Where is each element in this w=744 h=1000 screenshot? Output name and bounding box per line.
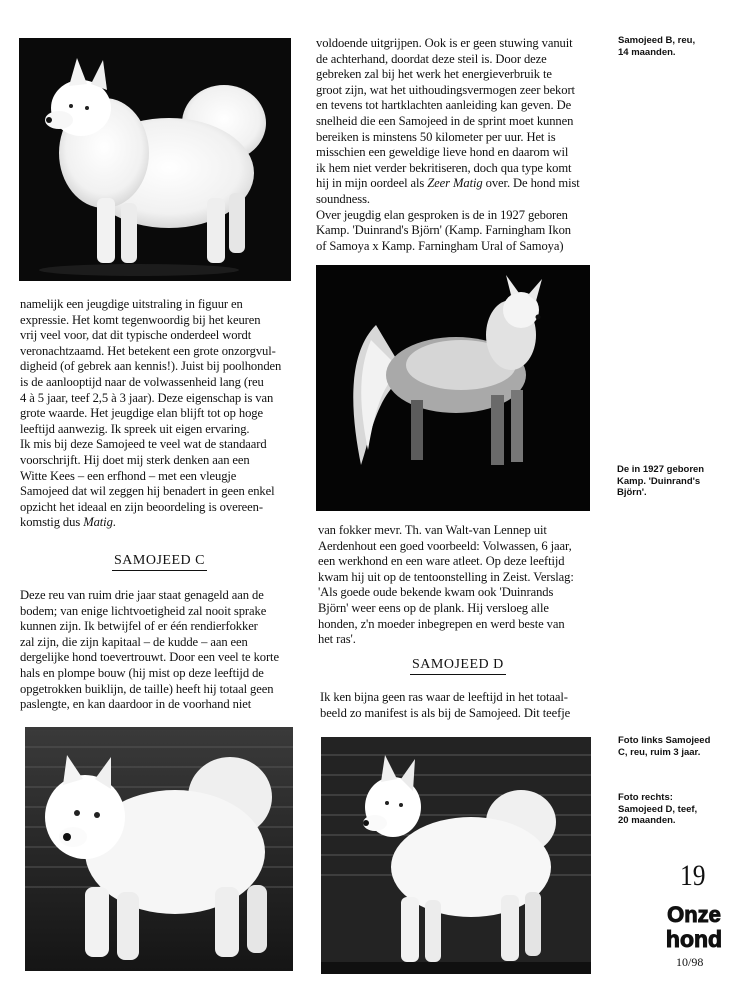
right-column-text-d [320,690,610,721]
text-line: beeld zo manifest is als bij de Samojeed. Dit teefje [320,705,571,720]
onze-hond-logo [660,900,728,952]
text-line: honden, z'n moeder inbegrepen en werd beste van [318,616,565,631]
caption-line: C, reu, ruim 3 jaar. [618,746,701,758]
text-line: of Samoya x Kamp. Farningham Ural of Samoya) [316,238,564,253]
caption-photo-right [618,792,697,827]
text-line: bodem; van enige lichtvoetigheid zal nooit sprake [20,603,267,618]
text-line: Ik ken bijna geen ras waar de leeftijd in het totaal- [320,690,568,704]
text-line: Witte Kees – een erfhond – met een vleugje [20,468,237,483]
text-line: namelijk een jeugdige uitstraling in figuur en [20,297,243,311]
heading-samojeed-d: SAMOJEED D [410,657,506,675]
text-span: hij in mijn oordeel als [316,176,428,191]
logo-line-1: Onze [667,902,721,927]
text-line: grote waarde. Het jeugdige elan blijft tot op hoge [20,406,263,421]
logo-line-2: hond [665,926,723,952]
caption-line: Foto rechts: [618,792,673,803]
text-line: veronachtzaamd. Het betekent een grote onzorgvul- [20,343,276,358]
text-line: zal zijn, die zijn kapitaal – de kudde – aan een [20,634,248,649]
text-line: van fokker mevr. Th. van Walt-van Lennep uit [318,523,547,537]
text-line: hals en plompe bouw (hij mist op deze leeftijd de [20,665,264,680]
photo-samojeed-d [321,737,591,974]
text-line: het ras'. [318,632,356,647]
text-line: dergelijke hond toevertrouwt. Door een veel te korte [20,650,279,665]
text-line: snelheid die een Samojeed in de sprint moet kunnen [316,113,574,128]
right-column-text-top [316,36,606,254]
text-line: voorschrijft. Hij doet mij sterk denken aan een [20,452,250,467]
text-span: . [112,515,116,530]
verdict-zeer-matig: Zeer Matig [427,176,483,191]
text-line: bereiken is minstens 50 kilometer per uur. Het is [316,129,556,144]
text-line: paslengte, en kan daardoor in de voorhand niet [20,697,252,712]
text-line: Björn' weer eens op de plank. Hij versloeg alle [318,600,549,615]
text-line: en tevens tot hartklachten aanleiding kan geven. De [316,98,572,113]
text-span: over. De hond mist [482,176,580,191]
text-line [20,515,305,531]
caption-line: Foto links Samojeed [618,735,711,746]
text-line: opgetrokken buiklijn, de taille) heeft hij totaal geen [20,681,274,696]
bjorn-image [316,265,590,511]
samojeed-c-image [25,727,293,971]
samojeed-b-image [19,38,291,281]
text-line: Samojeed dat wil zeggen hij benadert in geen enkel [20,484,275,499]
text-line: vrij veel voor, dat dit typische onderdeel wordt [20,328,252,343]
text-line: is de aanlooptijd naar de volwassenheid lang (reu [20,374,264,389]
text-line: expressie. Het komt tegenwoordig bij het keuren [20,312,261,327]
text-line: 'Als goede oude bekende kwam ook 'Duinrands [318,585,554,600]
verdict-matig: Matig [83,515,113,530]
left-column-text-c [20,588,305,713]
caption-samojeed-b [618,35,695,58]
caption-line: Samojeed D, teef, [618,803,698,815]
issue-number: 10/98 [676,955,704,969]
text-line: een werkhond en een ware atleet. Op deze leeftijd [318,554,565,569]
text-span: komstig dus [20,515,84,530]
text-line [316,176,606,192]
onze-hond-logo-graphic [660,900,728,952]
text-line: Kamp. 'Duinrand's Björn' (Kamp. Farningham Ikon [316,223,571,238]
text-line: Ik mis bij deze Samojeed te veel wat de standaard [20,437,267,452]
samojeed-d-image [321,737,591,974]
text-line: opzicht het ideaal en zijn beoordeling is overeen- [20,499,263,514]
text-line: Aerdenhout een goed voorbeeld: Volwassen, 6 jaar, [318,538,572,553]
text-line: leeftijd aanwezig. Ik spreek uit eigen ervaring. [20,421,250,436]
photo-duinrands-bjorn [316,265,590,511]
text-line: ik hem niet verder bekritiseren, doch qua type komt [316,160,572,175]
right-column-text-middle [318,523,608,648]
caption-line: 20 maanden. [618,815,676,826]
caption-line: Samojeed B, reu, [618,35,696,46]
caption-bjorn [617,464,704,499]
text-line: soundness. [316,191,370,206]
left-column-text-top [20,297,305,531]
text-line: Deze reu van ruim drie jaar staat genageld aan de [20,588,264,602]
text-line: digheid (of gebrek aan kennis!). Juist bij poolhonden [20,359,282,374]
photo-samojeed-c [25,727,293,971]
text-line: 4 à 5 jaar, teef 2,5 à 3 jaar). Deze eigenschap is van [20,390,274,405]
text-line: voldoende uitgrijpen. Ook is er geen stuwing vanuit [316,36,573,50]
photo-samojeed-b [19,38,291,281]
heading-samojeed-c: SAMOJEED C [112,553,207,571]
caption-photo-left [618,735,710,758]
caption-line: 14 maanden. [618,46,676,58]
text-line: misschien een geweldige lieve hond en daarom wil [316,145,569,160]
text-line: kunnen zijn. Ik betwijfel of er één rendierfokker [20,619,258,634]
caption-line: De in 1927 geboren [617,464,705,475]
caption-line: Björn'. [617,487,647,498]
text-line: de achterhand, doordat deze steil is. Door deze [316,51,547,66]
text-line: Over jeugdig elan gesproken is de in 1927 geboren [316,207,568,222]
caption-line: Kamp. 'Duinrand's [617,475,701,487]
text-line: groot zijn, wat het uithoudingsvermogen zeer bekort [316,82,575,97]
text-line: kwam hij uit op de tentoonstelling in Zeist. Verslag: [318,569,574,584]
page-number: 19 [680,859,706,892]
text-line: gebreken zal bij het werk het energieverbruik te [316,67,552,82]
